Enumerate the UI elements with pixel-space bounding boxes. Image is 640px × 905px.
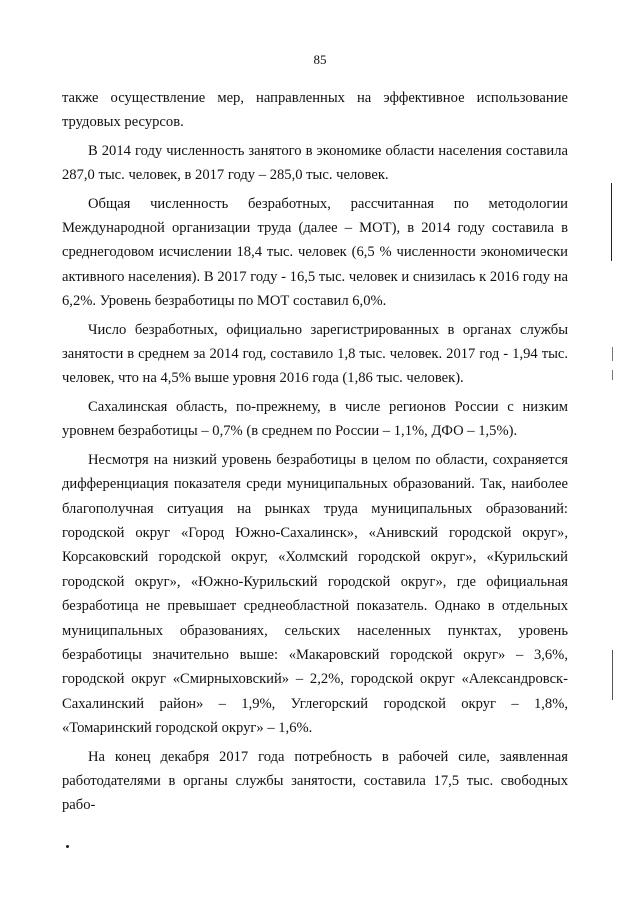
- scan-artifact-line: [612, 370, 613, 380]
- paragraph-unemployment-ilo: Общая численность безработных, рассчитанная по методологии Международной организации труда (далее – МОТ), в 2014 году составила в среднегодовом исчислении 18,4 тыс. человек (6,5 % численности экономически активного населения). В 2017 году - 16,5 тыс. человек и снизилась к 2016 году на 6,2%. Уровень безработицы по МОТ составил 6,0%.: [62, 195, 568, 310]
- paragraph-labor-demand: На конец декабря 2017 года потребность в рабочей силе, заявленная работодателями в органы службы занятости, составила 17,5 тыс. свободных рабо-: [62, 748, 568, 814]
- scan-artifact-line: [611, 183, 612, 261]
- paragraph-continuation: также осуществление мер, направленных на эффективное использование трудовых ресурсов.: [62, 90, 568, 131]
- page-number: 85: [313, 52, 327, 67]
- paragraph-registered-unemployed: Число безработных, официально зарегистрированных в органах службы занятости в среднем за 2014 год, составило 1,8 тыс. человек. 2017 год - 1,94 тыс. человек, что на 4,5% выше уровня 2016 года (1,86 тыс. человек).: [62, 321, 568, 387]
- paragraph-region-comparison: Сахалинская область, по-прежнему, в числе регионов России с низким уровнем безработицы – 0,7% (в среднем по России – 1,1%, ДФО – 1,5%).: [62, 398, 568, 440]
- scan-artifact-dot: [66, 845, 69, 848]
- paragraph-municipal-differentiation: Несмотря на низкий уровень безработицы в целом по области, сохраняется дифференциация показателя среди муниципальных образований. Так, наиболее благополучная ситуация на рынках труда муниципальных образований: городской округ «Город Южно-Сахалинск», «Анивский городской округ», Корсаковский городской округ, «Холмский городской округ», «Курильский городской округ», «Южно-Курильский городской округ», где официальная безработица не превышает среднеобластной показатель. Однако в отдельных муниципальных образованиях, сельских населенных пунктах, уровень безработицы значительно выше: «Макаровский городской округ» – 3,6%, городской округ «Смирныховский» – 2,2%, городской округ «Александровск-Сахалинский район» – 1,9%, Углегорский городской округ – 1,8%, «Томаринский городской округ» – 1,6%.: [62, 451, 568, 737]
- paragraph-employment: В 2014 году численность занятого в экономике области населения составила 287,0 тыс. человек, в 2017 году – 285,0 тыс. человек.: [62, 142, 568, 184]
- scan-artifact-line: [612, 347, 613, 361]
- scan-artifact-line: [612, 650, 613, 700]
- body-text: [62, 86, 568, 822]
